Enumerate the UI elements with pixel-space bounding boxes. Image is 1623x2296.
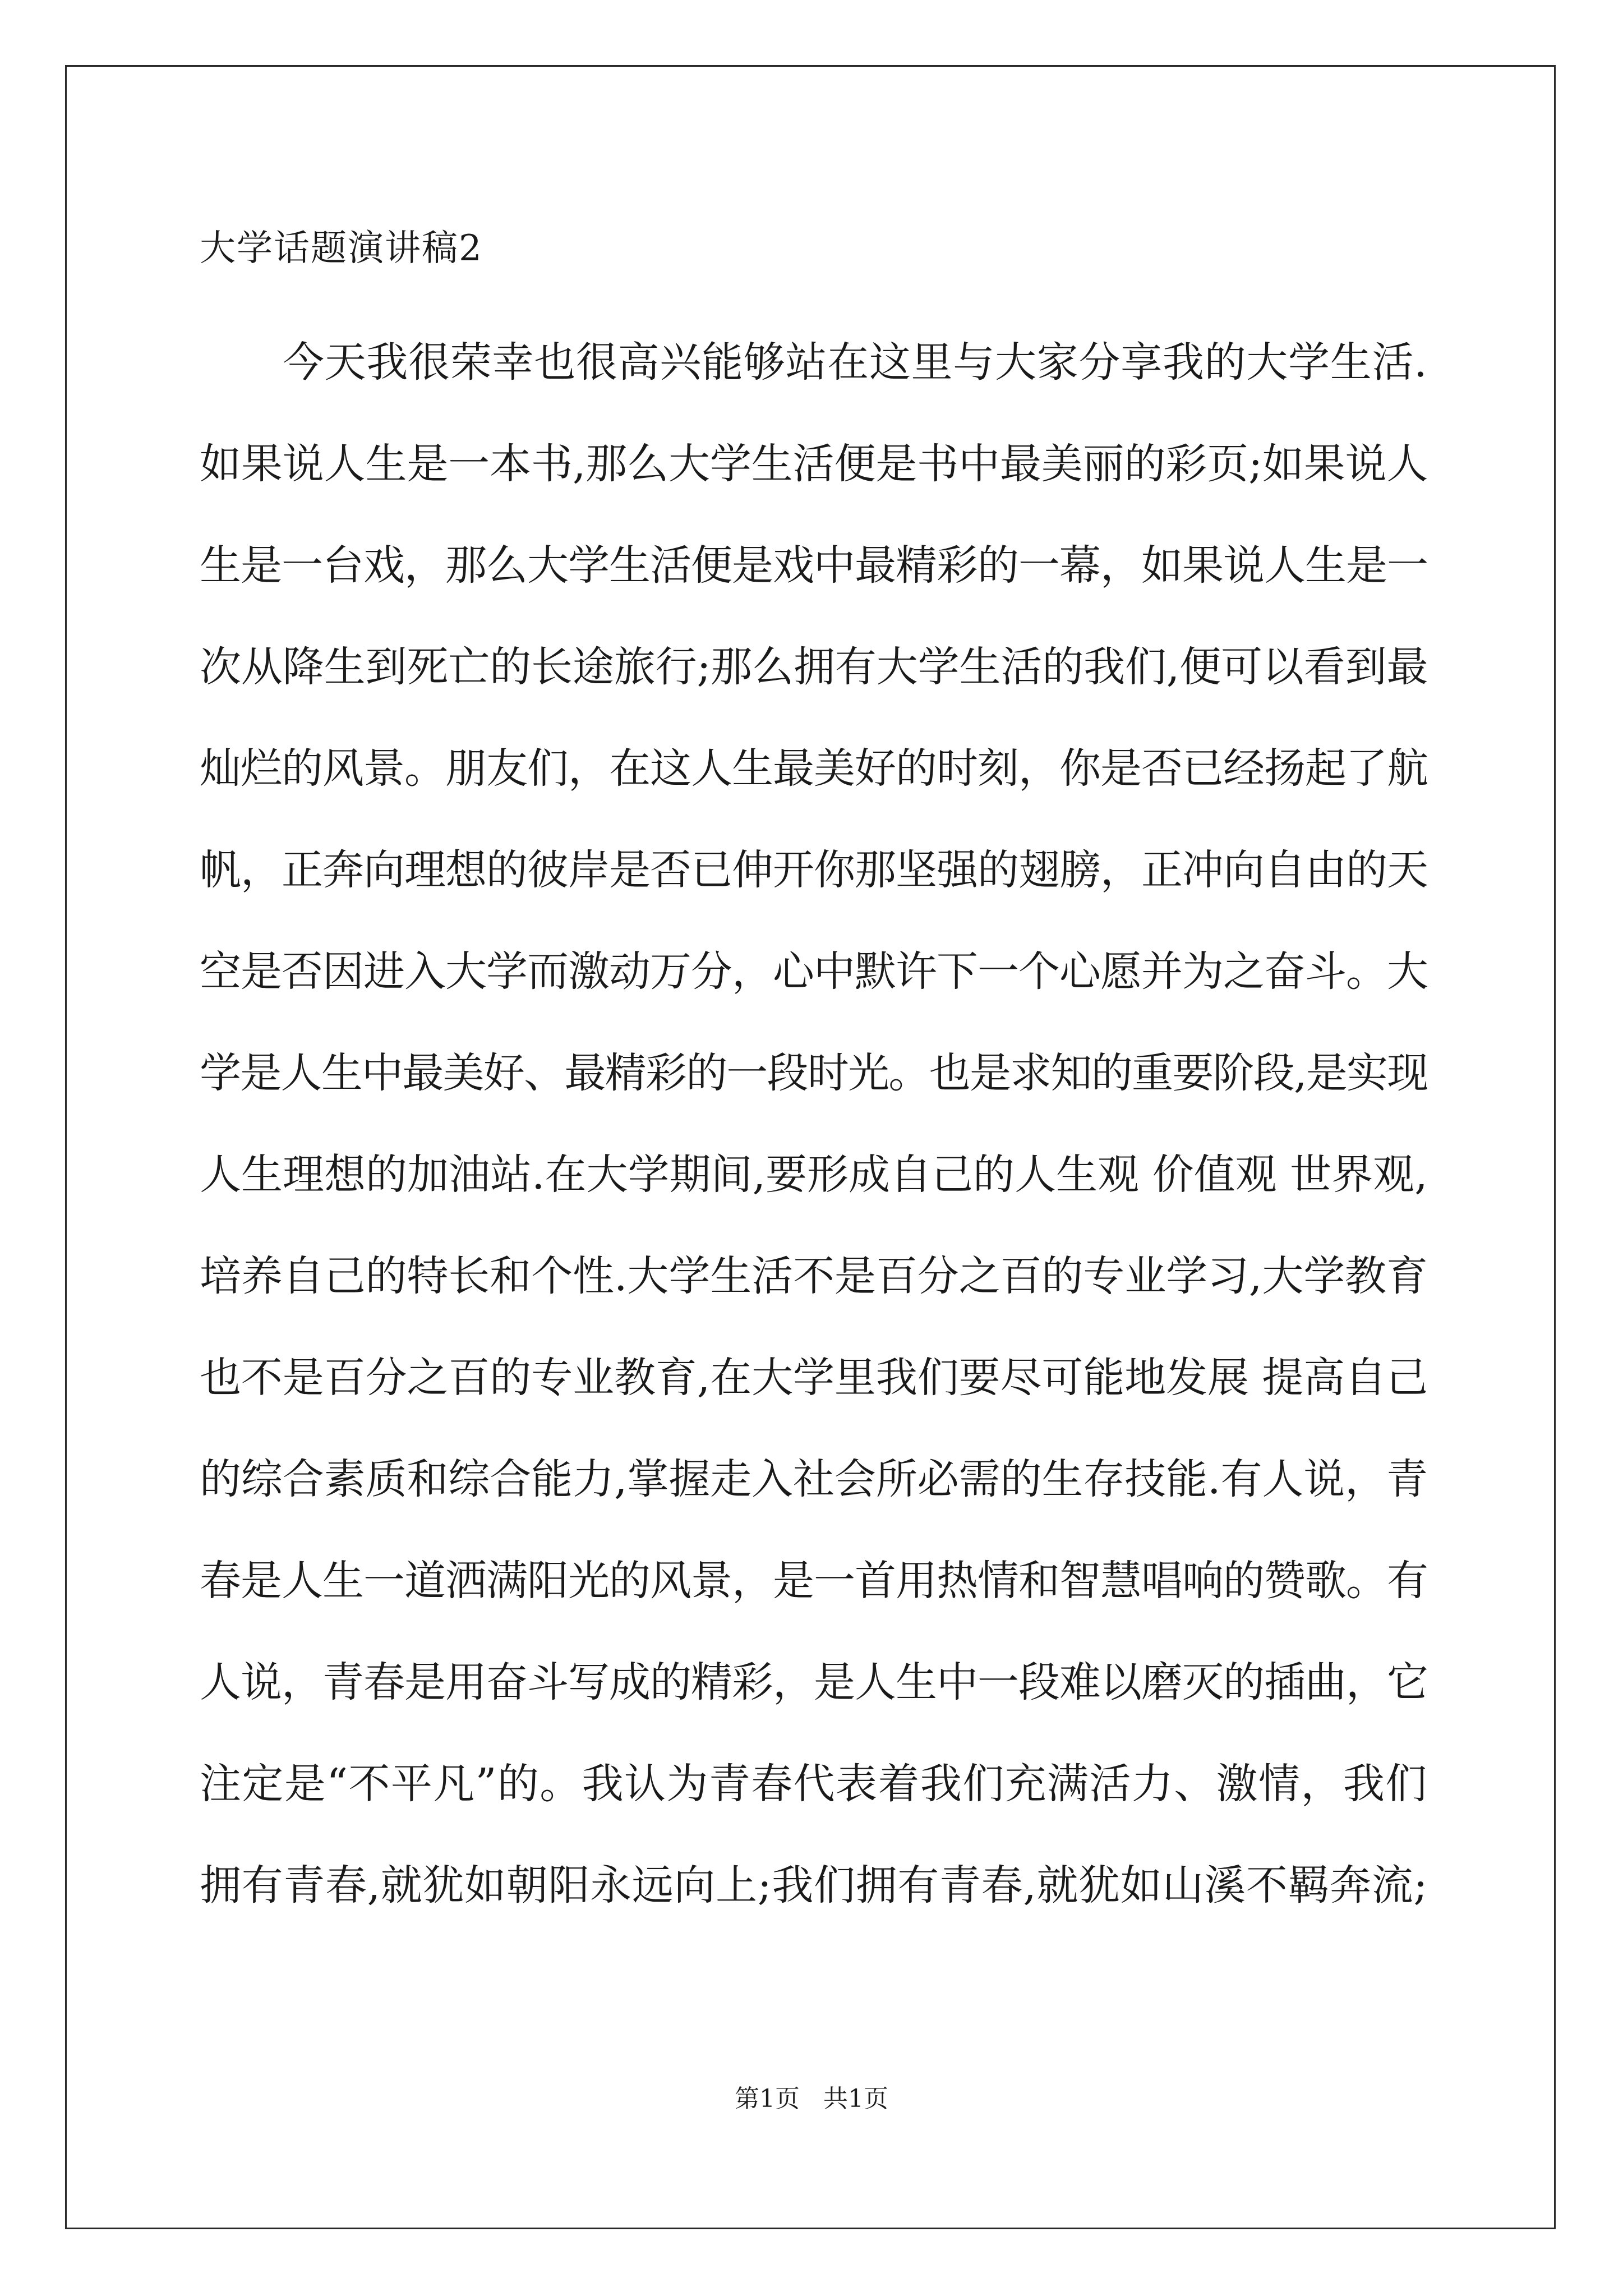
text-line: 灿烂的风景。朋友们，在这人生最美好的时刻，你是否已经扬起了航 xyxy=(200,744,1428,793)
text-line: 次从降生到死亡的长途旅行;那么拥有大学生活的我们,便可以看到最 xyxy=(200,643,1428,691)
text-line: 学是人生中最美好、最精彩的一段时光。也是求知的重要阶段,是实现 xyxy=(200,1049,1428,1097)
page-footer: 第1页 共1页 xyxy=(735,2085,888,2113)
text-line: 人生理想的加油站.在大学期间,要形成自己的人生观 价值观 世界观, xyxy=(200,1151,1428,1199)
text-line: 春是人生一道洒满阳光的风景，是一首用热情和智慧唱响的赞歌。有 xyxy=(200,1557,1428,1605)
document-title: 大学话题演讲稿2 xyxy=(200,228,483,269)
text-line: 空是否因进入大学而激动万分，心中默许下一个心愿并为之奋斗。大 xyxy=(200,947,1428,996)
text-line: 拥有青春,就犹如朝阳永远向上;我们拥有青春,就犹如山溪不羁奔流; xyxy=(200,1861,1428,1910)
text-line: 今天我很荣幸也很高兴能够站在这里与大家分享我的大学生活. xyxy=(283,338,1428,386)
text-line: 的综合素质和综合能力,掌握走入社会所必需的生存技能.有人说，青 xyxy=(200,1455,1428,1503)
text-line: 帆，正奔向理想的彼岸是否已伸开你那坚强的翅膀，正冲向自由的天 xyxy=(200,846,1428,894)
text-line: 生是一台戏，那么大学生活便是戏中最精彩的一幕，如果说人生是一 xyxy=(200,541,1428,590)
text-line: 注定是“不平凡”的。我认为青春代表着我们充满活力、激情，我们 xyxy=(200,1760,1428,1808)
text-line: 人说，青春是用奋斗写成的精彩，是人生中一段难以磨灭的插曲，它 xyxy=(200,1658,1428,1706)
text-line: 如果说人生是一本书,那么大学生活便是书中最美丽的彩页;如果说人 xyxy=(200,440,1428,488)
text-line: 培养自己的特长和个性.大学生活不是百分之百的专业学习,大学教育 xyxy=(200,1252,1428,1300)
text-line: 也不是百分之百的专业教育,在大学里我们要尽可能地发展 提高自己 xyxy=(200,1354,1428,1402)
